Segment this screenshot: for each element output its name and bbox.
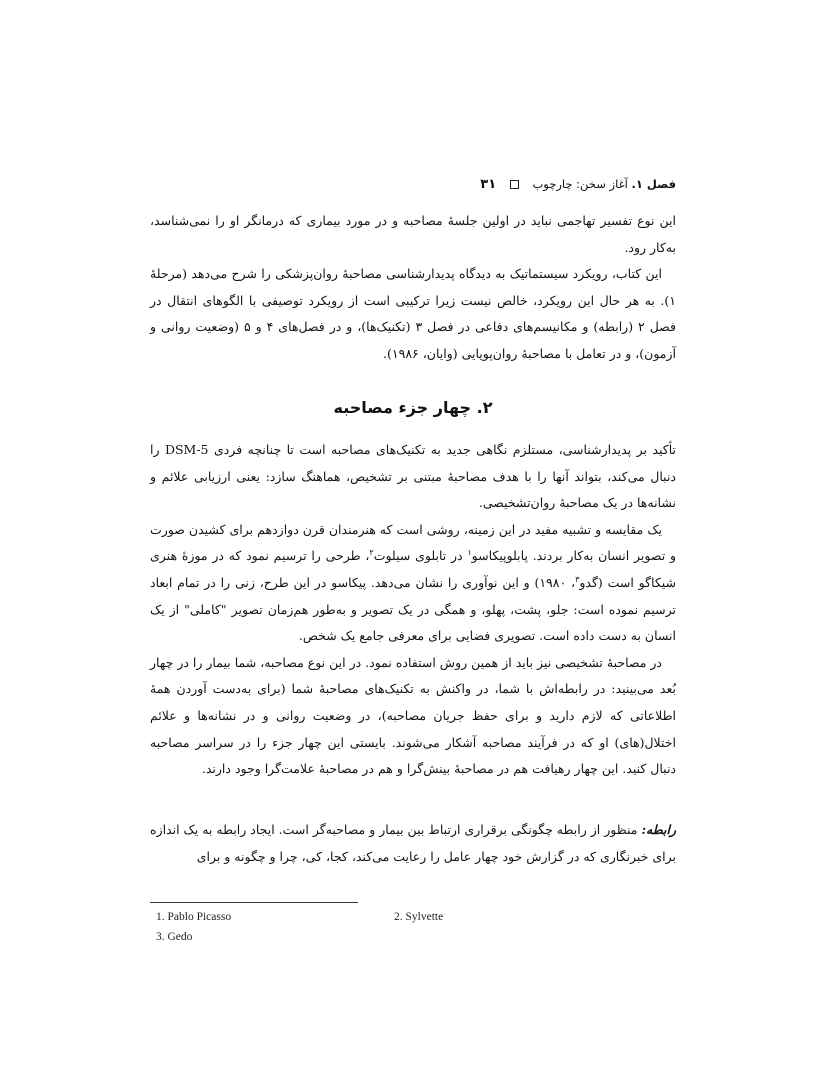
paragraph-4-part-b: در تابلوی سیلوت (373, 548, 468, 564)
separator-square-icon (510, 180, 519, 189)
footnote-divider (150, 902, 358, 903)
section-heading: ۲. چهار جزء مصاحبه (333, 398, 493, 417)
footnote-1: 1. Pablo Picasso (156, 911, 232, 923)
footnote-ref-3: ۳ (575, 574, 580, 584)
paragraph-2: این کتاب، رویکرد سیستماتیک به دیدگاه پدیدارشناسی مصاحبهٔ روان‌پزشکی را شرح می‌دهد (مرحلهٔ ۱). به هر حال این رویکرد، خالص نیست زیرا ترکیبی است از رویکرد توصیفی با الگوهای انتقال در فصل ۲ (رابطه) و مکانیسم‌های دفاعی در فصل ۳ (تکنیک‌ها)، و در فصل‌های ۴ و ۵ (وضعیت روانی و آزمون)، و در تعامل با مصاحبهٔ روان‌پویایی (وایان، ۱۹۸۶). (150, 266, 676, 361)
paragraph-3: تأکید بر پدیدارشناسی، مستلزم نگاهی جدید به تکنیک‌های مصاحبه است تا چنانچه فردی DSM-5 را دنبال می‌کند، بتواند آنها را با هدف مصاحبهٔ مبتنی بر تشخیص، هماهنگ سازد: یعنی ارزیابی علائم و نشانه‌ها در یک مصاحبهٔ روان‌تشخیصی. (150, 442, 676, 511)
paragraph-4-part-c: ، طرحی را ترسیم نمود که در موزهٔ هنری شیکاگو است (گدو (150, 548, 676, 590)
footnote-3: 3. Gedo (156, 931, 193, 943)
body-text-bottom (150, 817, 676, 870)
page-number: ۳۱ (480, 177, 497, 192)
paragraph-4-part-a: یک مقایسه و تشبیه مفید در این زمینه، روشی است که هنرمندان قرن دوازدهم برای کشیدن صورت و تصویر انسان به‌کار بردند. پابلوپیکاسو (150, 521, 676, 564)
footnotes (150, 907, 676, 947)
paragraph-5: در مصاحبهٔ تشخیصی نیز باید از همین روش استفاده نمود. در این نوع مصاحبه، شما بیمار را در چهار بُعد می‌بینید: در رابطه‌اش با شما، در واکنش به تکنیک‌های مصاحبهٔ شما (برای به‌دست آوردن همهٔ اطلاعاتی که لازم دارید و برای حفظ جریان مصاحبه)، در وضعیت روانی و در نشانه‌ها و علائم اختلال(های) او که در فرآیند مصاحبه آشکار می‌شوند. بایستی این چهار جزء را در سراسر مصاحبه دنبال کنید. این چهار رهیافت هم در مصاحبهٔ بینش‌گرا و هم در مصاحبهٔ علامت‌گرا وجود دارند. (150, 654, 676, 777)
chapter-title: آغاز سخن: چارچوب (532, 177, 628, 191)
paragraph-6-text: منظور از رابطه چگونگی برقراری ارتباط بین بیمار و مصاحبه‌گر است. ایجاد رابطه به یک اندازه برای خبرنگاری که در گزارش خود چهار عامل را رعایت می‌کند، کجا، کی، چرا و چگونه و برای (150, 822, 676, 864)
paragraph-6 (150, 817, 676, 870)
paragraph-4 (150, 517, 676, 650)
paragraph-1: این نوع تفسیر تهاجمی نباید در اولین جلسهٔ مصاحبه و در مورد بیماری که درمانگر او را نمی‌شناسد، به‌کار رود. (150, 213, 676, 255)
body-text-middle (150, 437, 676, 783)
chapter-prefix: فصل ۱. (631, 177, 676, 191)
term-rapport: رابطه: (641, 822, 676, 837)
footnote-row (150, 907, 676, 927)
body-text-top (150, 208, 676, 368)
running-head (150, 174, 676, 195)
paragraph-4-part-d: ، ۱۹۸۰) و این نوآوری را نشان می‌دهد. پیکاسو در این طرح، زنی را در تمام ابعاد ترسیم نموده است: جلو، پشت، پهلو، و همگی در یک تصویر و به‌طور هم‌زمان تصویر "کاملی" از یک انسان به دست داده است. تصویری فضایی برای معرفی جامع یک شخص. (150, 574, 676, 644)
footnote-ref-1: ۱ (467, 548, 472, 558)
footnote-row (150, 927, 676, 947)
footnote-ref-2: ۲ (369, 548, 374, 558)
footnote-2: 2. Sylvette (394, 911, 444, 923)
